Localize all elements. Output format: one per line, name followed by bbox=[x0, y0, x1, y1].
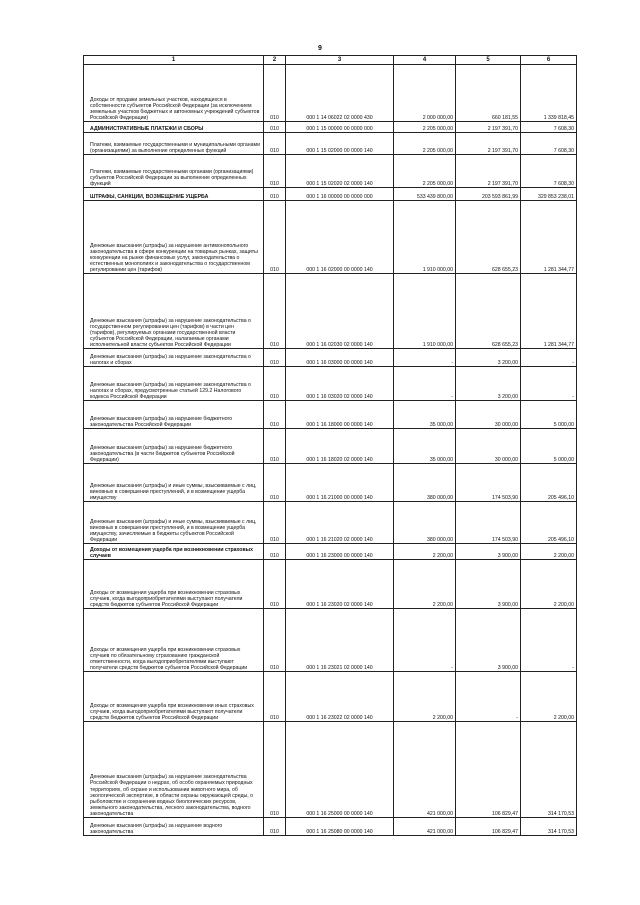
row-budget-code: 000 1 15 02000 00 0000 140 bbox=[286, 133, 394, 155]
row-name: Денежные взыскания (штрафы) за нарушение бюджетного законодательства (в части бюджетов субъектов Российской Федерации) bbox=[84, 429, 264, 464]
row-name: Денежные взыскания (штрафы) за нарушение законодательства о налогах и сборах bbox=[84, 349, 264, 367]
row-executed: 174 503,90 bbox=[456, 464, 521, 502]
table-row bbox=[84, 722, 577, 818]
row-line-code: 010 bbox=[264, 502, 286, 544]
row-budget-code: 000 1 16 25080 00 0000 140 bbox=[286, 818, 394, 836]
row-budget-code: 000 1 16 18020 02 0000 140 bbox=[286, 429, 394, 464]
row-name: Доходы от возмещения ущерба при возникновении страховых случаев bbox=[84, 544, 264, 560]
row-approved: 380 000,00 bbox=[394, 464, 456, 502]
table-row bbox=[84, 464, 577, 502]
row-name: Денежные взыскания (штрафы) за нарушение водного законодательства bbox=[84, 818, 264, 836]
row-unexecuted: 5 000,00 bbox=[521, 401, 577, 429]
column-header: 5 bbox=[456, 56, 521, 65]
row-unexecuted: 7 608,30 bbox=[521, 155, 577, 188]
column-header: 2 bbox=[264, 56, 286, 65]
table-row bbox=[84, 609, 577, 672]
row-executed: 203 593 861,99 bbox=[456, 188, 521, 201]
row-executed: 3 900,00 bbox=[456, 609, 521, 672]
row-budget-code: 000 1 16 03020 02 0000 140 bbox=[286, 367, 394, 401]
row-line-code: 010 bbox=[264, 818, 286, 836]
row-budget-code: 000 1 16 21020 02 0000 140 bbox=[286, 502, 394, 544]
row-budget-code: 000 1 16 03000 00 0000 140 bbox=[286, 349, 394, 367]
row-line-code: 010 bbox=[264, 188, 286, 201]
row-name: Денежные взыскания (штрафы) за нарушение законодательства о налогах и сборах, предусмотренные статьей 129.2 Налогового кодекса Российской Федерации bbox=[84, 367, 264, 401]
row-unexecuted: 7 608,30 bbox=[521, 122, 577, 133]
table-row bbox=[84, 818, 577, 836]
row-name: ШТРАФЫ, САНКЦИИ, ВОЗМЕЩЕНИЕ УЩЕРБА bbox=[84, 188, 264, 201]
row-unexecuted: 1 281 344,77 bbox=[521, 201, 577, 274]
row-approved: 2 200,00 bbox=[394, 544, 456, 560]
row-name: Доходы от продажи земельных участков, находящихся в собственности субъектов Российской Федерации (за исключением земельных участков бюджетных и автономных учреждений субъектов Российской Федерации) bbox=[84, 65, 264, 122]
row-unexecuted: 5 000,00 bbox=[521, 429, 577, 464]
column-header: 3 bbox=[286, 56, 394, 65]
table-row bbox=[84, 155, 577, 188]
row-approved: 533 439 800,00 bbox=[394, 188, 456, 201]
row-line-code: 010 bbox=[264, 349, 286, 367]
table-row bbox=[84, 672, 577, 722]
row-executed: 174 503,90 bbox=[456, 502, 521, 544]
row-line-code: 010 bbox=[264, 65, 286, 122]
table-row bbox=[84, 201, 577, 274]
row-unexecuted: 205 496,10 bbox=[521, 464, 577, 502]
row-line-code: 010 bbox=[264, 560, 286, 609]
row-budget-code: 000 1 16 25000 00 0000 140 bbox=[286, 722, 394, 818]
row-budget-code: 000 1 16 23000 00 0000 140 bbox=[286, 544, 394, 560]
table-row bbox=[84, 65, 577, 122]
row-approved: 2 000 000,00 bbox=[394, 65, 456, 122]
row-approved: 1 910 000,00 bbox=[394, 201, 456, 274]
row-budget-code: 000 1 15 00000 00 0000 000 bbox=[286, 122, 394, 133]
row-unexecuted: 314 170,53 bbox=[521, 722, 577, 818]
row-executed: 106 829,47 bbox=[456, 722, 521, 818]
row-executed: 2 197 391,70 bbox=[456, 122, 521, 133]
row-executed: 2 197 391,70 bbox=[456, 133, 521, 155]
row-name: Денежные взыскания (штрафы) за нарушение антимонопольного законодательства в сфере конкуренции на товарных рынках, защиты конкуренции на рынке финансовых услуг, законодательства о естественных монополиях и законодательства о государственном регулировании цен (тарифов) bbox=[84, 201, 264, 274]
row-line-code: 010 bbox=[264, 672, 286, 722]
table-row bbox=[84, 188, 577, 201]
row-unexecuted: 7 608,30 bbox=[521, 133, 577, 155]
row-executed: 3 900,00 bbox=[456, 560, 521, 609]
column-header: 4 bbox=[394, 56, 456, 65]
row-unexecuted: 2 200,00 bbox=[521, 672, 577, 722]
row-name: Доходы от возмещения ущерба при возникновении страховых случаев по обязательному страхованию гражданской ответственности, когда выгодоприобретателями выступают получатели средств бюджетов субъектов Российской Федерации bbox=[84, 609, 264, 672]
row-approved: - bbox=[394, 349, 456, 367]
row-unexecuted: - bbox=[521, 349, 577, 367]
row-line-code: 010 bbox=[264, 155, 286, 188]
row-budget-code: 000 1 16 23020 02 0000 140 bbox=[286, 560, 394, 609]
row-executed: 660 181,55 bbox=[456, 65, 521, 122]
row-unexecuted: 205 496,10 bbox=[521, 502, 577, 544]
column-number-row bbox=[84, 56, 577, 65]
row-unexecuted: - bbox=[521, 367, 577, 401]
row-line-code: 010 bbox=[264, 429, 286, 464]
table-row bbox=[84, 502, 577, 544]
row-budget-code: 000 1 16 18000 00 0000 140 bbox=[286, 401, 394, 429]
row-executed: 106 829,47 bbox=[456, 818, 521, 836]
row-unexecuted: 2 200,00 bbox=[521, 544, 577, 560]
table-row bbox=[84, 122, 577, 133]
row-approved: 1 910 000,00 bbox=[394, 274, 456, 349]
row-line-code: 010 bbox=[264, 401, 286, 429]
row-executed: 3 200,00 bbox=[456, 367, 521, 401]
table-row bbox=[84, 560, 577, 609]
row-name: Денежные взыскания (штрафы) за нарушение законодательства о государственном регулировании цен (тарифов) в части цен (тарифов), регулируемых органами государственной власти субъектов Российской Федерации, налагаемые органами исполнительной власти субъектов Российской Федерации bbox=[84, 274, 264, 349]
row-approved: - bbox=[394, 609, 456, 672]
row-unexecuted: 1 281 344,77 bbox=[521, 274, 577, 349]
table-row bbox=[84, 274, 577, 349]
table-row bbox=[84, 133, 577, 155]
row-unexecuted: 2 200,00 bbox=[521, 560, 577, 609]
row-executed: 3 900,00 bbox=[456, 544, 521, 560]
row-budget-code: 000 1 14 06022 02 0000 430 bbox=[286, 65, 394, 122]
row-approved: 2 205 000,00 bbox=[394, 122, 456, 133]
row-line-code: 010 bbox=[264, 544, 286, 560]
column-header: 6 bbox=[521, 56, 577, 65]
row-budget-code: 000 1 16 23022 02 0000 140 bbox=[286, 672, 394, 722]
row-line-code: 010 bbox=[264, 274, 286, 349]
column-header: 1 bbox=[84, 56, 264, 65]
table-row bbox=[84, 401, 577, 429]
row-approved: 35 000,00 bbox=[394, 429, 456, 464]
row-approved: 421 000,00 bbox=[394, 818, 456, 836]
row-executed: 3 200,00 bbox=[456, 349, 521, 367]
row-name: Платежи, взимаемые государственными и муниципальными органами (организациями) за выполнение определенных функций bbox=[84, 133, 264, 155]
row-unexecuted: 314 170,53 bbox=[521, 818, 577, 836]
row-budget-code: 000 1 16 23021 02 0000 140 bbox=[286, 609, 394, 672]
row-approved: 2 200,00 bbox=[394, 560, 456, 609]
table-row bbox=[84, 367, 577, 401]
row-line-code: 010 bbox=[264, 122, 286, 133]
row-budget-code: 000 1 16 00000 00 0000 000 bbox=[286, 188, 394, 201]
row-budget-code: 000 1 16 02000 00 0000 140 bbox=[286, 201, 394, 274]
row-approved: 380 000,00 bbox=[394, 502, 456, 544]
table-row bbox=[84, 429, 577, 464]
row-budget-code: 000 1 15 02020 02 0000 140 bbox=[286, 155, 394, 188]
row-approved: 2 205 000,00 bbox=[394, 155, 456, 188]
row-name: Доходы от возмещения ущерба при возникновении страховых случаев, когда выгодоприобретателями выступают получатели средств бюджетов субъектов Российской Федерации bbox=[84, 560, 264, 609]
row-executed: 30 000,00 bbox=[456, 429, 521, 464]
row-unexecuted: - bbox=[521, 609, 577, 672]
row-line-code: 010 bbox=[264, 367, 286, 401]
row-name: Денежные взыскания (штрафы) за нарушение бюджетного законодательства Российской Федерации bbox=[84, 401, 264, 429]
row-executed: 628 655,23 bbox=[456, 274, 521, 349]
row-unexecuted: 1 339 818,45 bbox=[521, 65, 577, 122]
row-approved: - bbox=[394, 367, 456, 401]
table-row bbox=[84, 349, 577, 367]
row-line-code: 010 bbox=[264, 201, 286, 274]
row-approved: 2 205 000,00 bbox=[394, 133, 456, 155]
table-row bbox=[84, 544, 577, 560]
row-executed: 30 000,00 bbox=[456, 401, 521, 429]
row-line-code: 010 bbox=[264, 609, 286, 672]
row-executed: 2 197 391,70 bbox=[456, 155, 521, 188]
row-executed: 628 655,23 bbox=[456, 201, 521, 274]
row-name: Доходы от возмещения ущерба при возникновении иных страховых случаев, когда выгодоприобретателями выступают получатели средств бюджетов субъектов Российской Федерации bbox=[84, 672, 264, 722]
row-budget-code: 000 1 16 02030 02 0000 140 bbox=[286, 274, 394, 349]
row-unexecuted: 329 853 238,01 bbox=[521, 188, 577, 201]
row-approved: 421 000,00 bbox=[394, 722, 456, 818]
row-approved: 35 000,00 bbox=[394, 401, 456, 429]
row-line-code: 010 bbox=[264, 133, 286, 155]
row-name: Денежные взыскания (штрафы) за нарушение законодательства Российской Федерации о недрах, об особо охраняемых природных территориях, об охране и использовании животного мира, об экологической экспертизе, в области охраны окружающей среды, о рыболовстве и сохранении водных биологических ресурсов, земельного законодательства, лесного законодательства, водного законодательства bbox=[84, 722, 264, 818]
row-executed: - bbox=[456, 672, 521, 722]
row-line-code: 010 bbox=[264, 722, 286, 818]
row-budget-code: 000 1 16 21000 00 0000 140 bbox=[286, 464, 394, 502]
row-name: Денежные взыскания (штрафы) и иные суммы, взыскиваемые с лиц, виновных в совершении преступлений, и в возмещение ущерба имуществу bbox=[84, 464, 264, 502]
row-name: Платежи, взимаемые государственными органами (организациями) субъектов Российской Федерации за выполнение определенных функций bbox=[84, 155, 264, 188]
row-name: Денежные взыскания (штрафы) и иные суммы, взыскиваемые с лиц, виновных в совершении преступлений, и в возмещение ущерба имуществу, зачисляемые в бюджеты субъектов Российской Федерации bbox=[84, 502, 264, 544]
row-line-code: 010 bbox=[264, 464, 286, 502]
revenue-table bbox=[83, 55, 577, 836]
page-number: 9 bbox=[318, 45, 322, 52]
row-approved: 2 200,00 bbox=[394, 672, 456, 722]
row-name: АДМИНИСТРАТИВНЫЕ ПЛАТЕЖИ И СБОРЫ bbox=[84, 122, 264, 133]
